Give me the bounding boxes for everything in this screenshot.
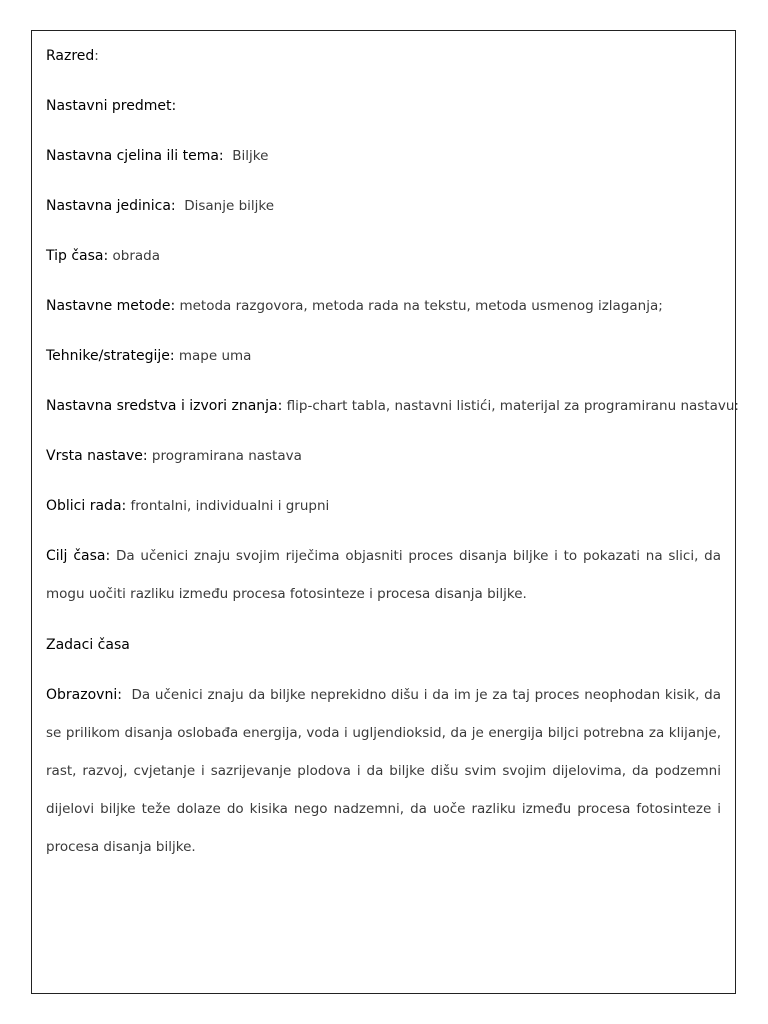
field-value: flip-chart tabla, nastavni listići, materijal za programiranu nastavu: bbox=[286, 398, 739, 414]
field-label: Nastavne metode: bbox=[46, 298, 176, 314]
field-metode bbox=[46, 296, 663, 316]
paragraph-text: Da učenici znaju svojim riječima objasniti proces disanja biljke i to pokazati na slici, da bbox=[116, 548, 721, 564]
paragraph-line bbox=[46, 723, 721, 761]
field-label: Nastavna cjelina ili tema: bbox=[46, 148, 224, 164]
paragraph-text: rast, razvoj, cvjetanje i sazrijevanje plodova i da biljke dišu svim svojim dijelovima, da podzemni bbox=[46, 763, 721, 779]
field-value: frontalni, individualni i grupni bbox=[130, 498, 330, 514]
obrazovni-label: Obrazovni: bbox=[46, 687, 122, 703]
paragraph-text: procesa disanja biljke. bbox=[46, 839, 196, 855]
field-label: Oblici rada: bbox=[46, 498, 127, 514]
paragraph-text: mogu uočiti razliku između procesa fotosinteze i procesa disanja biljke. bbox=[46, 586, 527, 602]
field-cjelina bbox=[46, 146, 268, 166]
field-value: mape uma bbox=[178, 348, 252, 364]
paragraph-line bbox=[46, 584, 721, 622]
field-tip bbox=[46, 246, 160, 266]
paragraph-line bbox=[46, 837, 721, 875]
cilj-label: Cilj časa: bbox=[46, 548, 111, 564]
field-label: Tip časa: bbox=[46, 248, 109, 264]
field-value: obrada bbox=[112, 248, 161, 264]
field-label: Nastavna sredstva i izvori znanja: bbox=[46, 398, 283, 414]
field-jedinica bbox=[46, 196, 274, 216]
section-heading: Zadaci časa bbox=[46, 637, 130, 653]
paragraph-text: se prilikom disanja oslobađa energija, voda i ugljendioksid, da je energija biljci potrebna za klijanje, bbox=[46, 725, 721, 741]
paragraph-text: Da učenici znaju da biljke neprekidno dišu i da im je za taj proces neophodan kisik, da bbox=[131, 687, 721, 703]
paragraph-line bbox=[46, 546, 721, 584]
field-label: Tehnike/strategije: bbox=[46, 348, 175, 364]
field-value: Disanje biljke bbox=[184, 198, 275, 214]
field-sredstva bbox=[46, 396, 739, 416]
field-label: Nastavna jedinica: bbox=[46, 198, 176, 214]
field-oblici bbox=[46, 496, 329, 516]
paragraph-line bbox=[46, 761, 721, 799]
field-tehnike bbox=[46, 346, 251, 366]
field-razred bbox=[46, 46, 99, 66]
field-label-suffix: : bbox=[94, 48, 99, 64]
paragraph-text: dijelovi biljke teže dolaze do kisika nego nadzemni, da uoče razliku između procesa fotosinteze i bbox=[46, 801, 721, 817]
cilj-casa-paragraph bbox=[46, 546, 721, 622]
field-label: Vrsta nastave: bbox=[46, 448, 148, 464]
zadaci-heading bbox=[46, 635, 130, 655]
field-value: Biljke bbox=[232, 148, 269, 164]
field-value: metoda razgovora, metoda rada na tekstu, metoda usmenog izlaganja; bbox=[179, 298, 663, 314]
paragraph-line bbox=[46, 685, 721, 723]
obrazovni-paragraph bbox=[46, 685, 721, 875]
field-vrsta bbox=[46, 446, 302, 466]
field-predmet bbox=[46, 96, 176, 116]
field-label: Nastavni predmet: bbox=[46, 98, 177, 114]
paragraph-line bbox=[46, 799, 721, 837]
field-label: Razred bbox=[46, 48, 95, 64]
field-value: programirana nastava bbox=[151, 448, 302, 464]
